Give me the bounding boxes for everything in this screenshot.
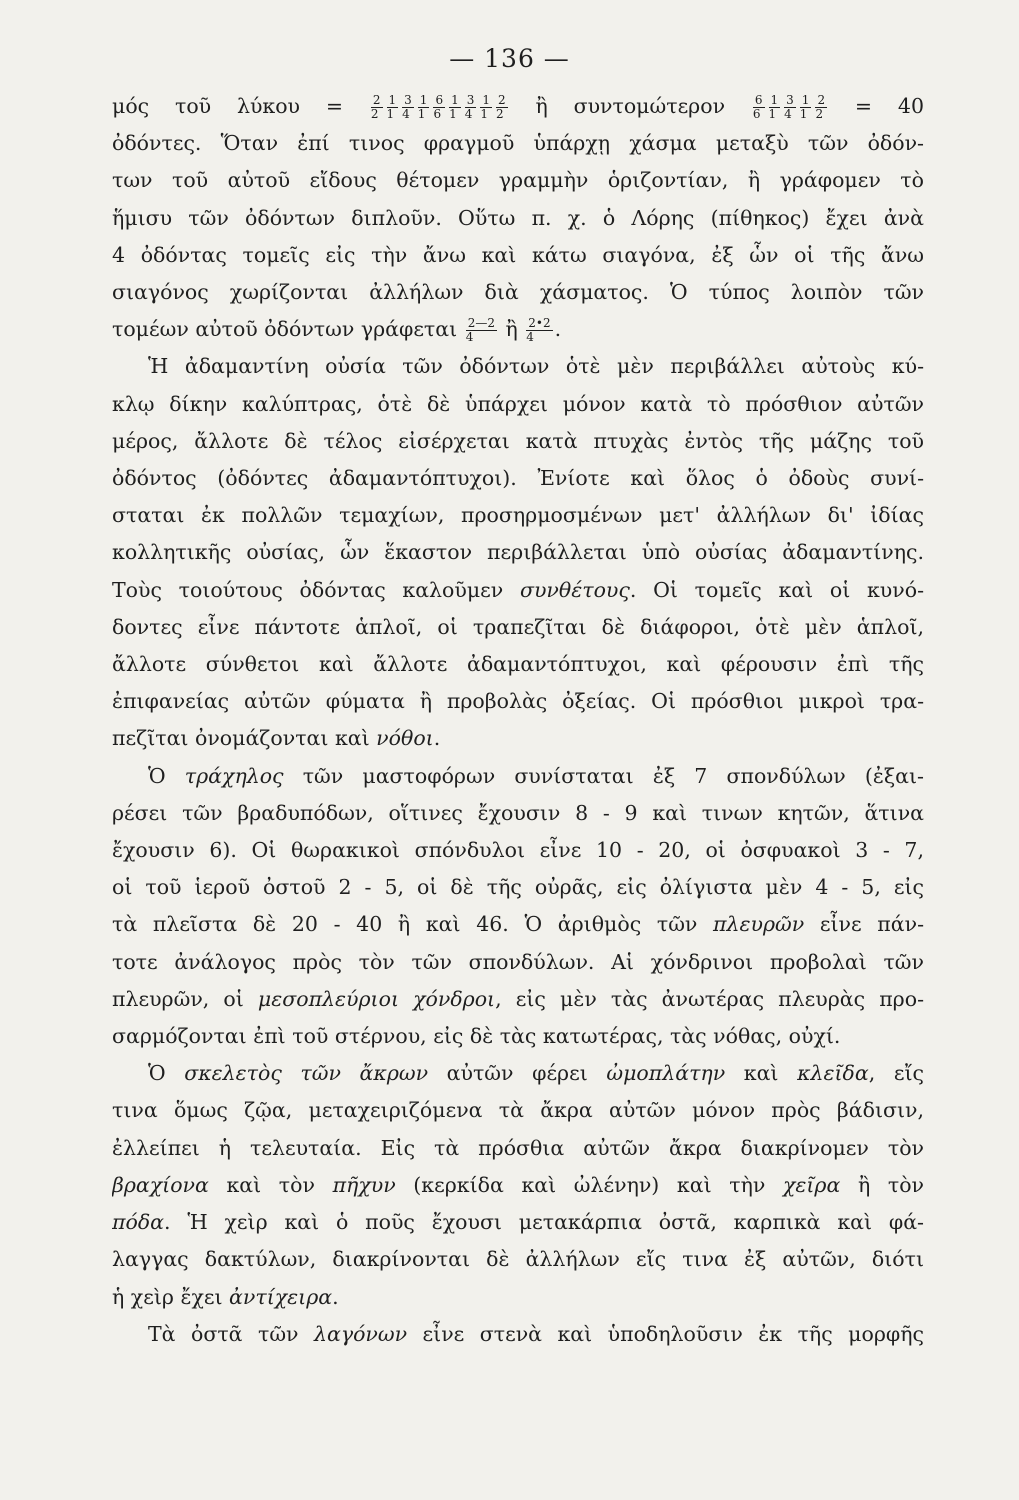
text-span: ἡ χεὶρ ἔχει: [112, 1284, 230, 1309]
fraction-numerator: 2: [372, 93, 381, 107]
fraction-numerator: 1: [482, 93, 490, 107]
fraction-numerator: 3: [786, 93, 794, 107]
text-span: .: [332, 1284, 339, 1309]
text-line: σταται ἐκ πολλῶν τεμαχίων, προσηρμοσμένων μετ' ἀλλήλων δι' ἰδίας: [112, 503, 924, 528]
text-line: [112, 981, 924, 1018]
text-span: τῶν μαστοφόρων συνίσταται ἐξ 7 σπονδύλων (ἐξαι-: [283, 763, 924, 788]
fraction-denominator: 1: [768, 107, 777, 121]
text-line: λαγγας δακτύλων, διακρίνονται δὲ ἀλλήλων εἴς τινα ἐξ αὐτῶν, διότι: [112, 1247, 924, 1272]
text-line: ὀδόντες. Ὅταν ἐπί τινος φραγμοῦ ὑπάρχῃ χάσμα μεταξὺ τῶν ὀδόν-: [112, 131, 924, 156]
fraction: [526, 317, 552, 344]
text-span: εἶνε στενὰ καὶ ὑποδηλοῦσιν ἐκ τῆς μορφῆς: [407, 1321, 924, 1346]
fraction: [496, 94, 508, 121]
text-span: εἶνε πάν-: [804, 912, 924, 937]
text-line: 4 ὀδόντας τομεῖς εἰς τὴν ἄνω καὶ κάτω σιαγόνα, ἐξ ὧν οἱ τῆς ἄνω: [112, 242, 924, 267]
text-span: (κερκίδα καὶ ὠλένην) καὶ τὴν: [395, 1172, 783, 1197]
fraction-denominator: 4: [465, 330, 474, 345]
fraction-denominator: 6: [752, 107, 761, 121]
fraction: [418, 94, 430, 121]
fraction-numerator: 1: [770, 93, 779, 107]
text-line: οἱ τοῦ ἱεροῦ ὀστοῦ 2 - 5, οἱ δὲ τῆς οὐρᾶς, εἰς ὀλίγιστα μὲν 4 - 5, εἰς: [112, 875, 924, 900]
fraction-numerator: 6: [435, 93, 444, 107]
fraction-numerator: 1: [451, 93, 459, 107]
fraction-numerator: 1: [419, 93, 428, 107]
text-span: τομέων αὐτοῦ ὀδόντων γράφεται: [112, 317, 464, 342]
text-line: μέρος, ἄλλοτε δὲ τέλος εἰσέρχεται κατὰ πτυχὰς ἐντὸς τῆς μάζης τοῦ: [112, 428, 924, 453]
italic-term: λαγόνων: [313, 1321, 408, 1346]
text-line: [112, 906, 924, 943]
text-line: [112, 1167, 924, 1204]
italic-term: μεσοπλεύριοι χόνδροι: [257, 986, 496, 1011]
fraction-numerator: 2: [817, 93, 826, 107]
text-line: [112, 720, 924, 757]
short-formula: [751, 93, 829, 121]
page-number: — 136 —: [449, 44, 570, 73]
fraction: [371, 94, 383, 121]
text-span: .: [433, 726, 441, 751]
fraction-denominator: 2: [370, 107, 379, 121]
text-span: καὶ τὸν: [208, 1172, 333, 1197]
text-span: πεζῖται ὀνομάζονται καὶ: [112, 726, 377, 751]
fraction-denominator: 1: [417, 107, 426, 121]
text-span: αὐτῶν φέρει: [428, 1061, 607, 1086]
text-line: [112, 1055, 924, 1092]
fraction: [466, 317, 497, 344]
text-span: τὰ πλεῖστα δὲ 20 - 40 ἢ καὶ 46. Ὁ ἀριθμὸς τῶν: [112, 912, 714, 937]
text-body: [112, 88, 924, 1353]
fraction-denominator: 2: [496, 107, 504, 121]
text-line: [112, 311, 924, 348]
fraction-numerator: 2—2: [467, 316, 495, 331]
text-line: ἐπιφανείας αὐτῶν φύματα ἢ προβολὰς ὀξείας. Οἱ πρόσθιοι μικροὶ τρα-: [112, 689, 924, 714]
italic-term: ἀντίχειρα: [229, 1284, 333, 1309]
italic-term: σκελετὸς τῶν ἄκρων: [184, 1061, 429, 1086]
fraction: [800, 94, 812, 121]
text-span: ἢ: [498, 317, 525, 342]
text-span: πλευρῶν, οἱ: [112, 986, 258, 1011]
fraction: [769, 94, 781, 121]
text-line: κολλητικῆς οὐσίας, ὧν ἕκαστον περιβάλλεται ὑπὸ οὐσίας ἀδαμαντίνης.: [112, 540, 924, 565]
text-line: [112, 1316, 924, 1353]
text-span: . Οἱ τομεῖς καὶ οἱ κυνό-: [629, 577, 924, 602]
dental-formula: [369, 93, 510, 121]
italic-term: βραχίονα: [112, 1172, 209, 1197]
fraction: [433, 94, 445, 121]
fraction: [465, 94, 477, 121]
italic-term: κλεῖδα: [797, 1061, 869, 1086]
text-span: . Ἡ χεὶρ καὶ ὁ ποῦς ἔχουσι μετακάρπια ὀστᾶ, καρπικὰ καὶ φά-: [164, 1210, 924, 1235]
text-span: Τοὺς τοιούτους ὀδόντας καλοῦμεν: [112, 577, 520, 602]
fraction-numerator: 3: [466, 93, 475, 107]
text-span: ἢ τὸν: [840, 1172, 924, 1197]
fraction-denominator: 1: [449, 107, 457, 121]
fraction-denominator: 6: [433, 107, 442, 121]
formula-prefix: μός τοῦ λύκου =: [112, 94, 369, 118]
italic-term: χεῖρα: [782, 1172, 841, 1197]
text-line: ἐλλείπει ἡ τελευταία. Εἰς τὰ πρόσθια αὐτῶν ἄκρα διακρίνομεν τὸν: [112, 1135, 924, 1160]
italic-term: τράχηλος: [184, 763, 284, 788]
text-line: των τοῦ αὐτοῦ εἴδους θέτομεν γραμμὴν ὁριζοντίαν, ἢ γράφομεν τὸ: [112, 168, 924, 193]
text-span: Τὰ ὀστᾶ τῶν: [148, 1321, 314, 1346]
fraction-denominator: 2: [815, 107, 824, 121]
fraction: [449, 94, 461, 121]
fraction-numerator: 1: [388, 93, 397, 107]
text-line: ἥμισυ τῶν ὀδόντων διπλοῦν. Οὕτω π. χ. ὁ Λόρης (πίθηκος) ἔχει ἀνὰ: [112, 205, 924, 230]
text-line: σιαγόνος χωρίζονται ἀλλήλων διὰ χάσματος. Ὁ τύπος λοιπὸν τῶν: [112, 280, 924, 305]
fraction-numerator: 3: [404, 93, 412, 107]
fraction-numerator: 1: [801, 93, 810, 107]
text-span: Ὁ: [148, 763, 185, 788]
italic-term: νόθοι: [376, 726, 434, 751]
fraction-denominator: 4: [464, 107, 473, 121]
text-line: ἔχουσιν 6). Οἱ θωρακικοὶ σπόνδυλοι εἶνε 10 - 20, οἱ ὀσφυακοὶ 3 - 7,: [112, 838, 924, 863]
fraction-denominator: 4: [784, 107, 792, 121]
text-span: , εἰς μὲν τὰς ἀνωτέρας πλευρὰς προ-: [495, 986, 924, 1011]
fraction: [402, 94, 414, 121]
fraction-denominator: 4: [526, 330, 534, 345]
text-line: τοτε ἀνάλογος πρὸς τὸν τῶν σπονδύλων. Αἱ χόνδρινοι προβολαὶ τῶν: [112, 949, 924, 974]
fraction: [753, 94, 765, 121]
text-span: .: [554, 317, 562, 342]
fraction-numerator: 2•2: [528, 316, 551, 331]
fraction-denominator: 1: [799, 107, 808, 121]
text-line: Ἡ ἀδαμαντίνη οὐσία τῶν ὀδόντων ὁτὲ μὲν περιβάλλει αὐτοὺς κύ-: [148, 354, 924, 379]
formula-suffix: = 40: [829, 94, 924, 118]
text-span: , εἴς: [868, 1061, 924, 1086]
fraction: [387, 94, 399, 121]
fraction: [815, 94, 827, 121]
text-line: [112, 1204, 924, 1241]
text-line: [112, 572, 924, 609]
fraction: [480, 94, 492, 121]
text-line: [112, 758, 924, 795]
fraction-numerator: 6: [754, 93, 763, 107]
fraction: [784, 94, 796, 121]
italic-term: ὠμοπλάτην: [606, 1061, 726, 1086]
italic-term: πόδα: [112, 1210, 165, 1235]
italic-term: συνθέτους: [519, 577, 630, 602]
text-line: ὀδόντος (ὀδόντες ἀδαμαντόπτυχοι). Ἐνίοτε καὶ ὅλος ὁ ὀδοὺς συνί-: [112, 466, 924, 491]
italic-term: πλευρῶν: [713, 912, 805, 937]
text-line: δοντες εἶνε πάντοτε ἁπλοῖ, οἱ τραπεζῖται δὲ διάφοροι, ὁτὲ μὲν ἁπλοῖ,: [112, 614, 924, 639]
text-span: Ὁ: [148, 1061, 185, 1086]
text-line: ρέσει τῶν βραδυπόδων, οἵτινες ἔχουσιν 8 - 9 καὶ τινων κητῶν, ἅτινα: [112, 800, 924, 825]
text-line: τινα ὅμως ζῷα, μεταχειριζόμενα τὰ ἄκρα αὐτῶν μόνον πρὸς βάδισιν,: [112, 1098, 924, 1123]
fraction-denominator: 4: [402, 107, 410, 121]
text-line: σαρμόζονται ἐπὶ τοῦ στέρνου, εἰς δὲ τὰς κατωτέρας, τὰς νόθας, οὐχί.: [112, 1024, 841, 1049]
fraction-numerator: 2: [498, 93, 506, 107]
text-line: κλῳ δίκην καλύπτρας, ὁτὲ δὲ ὑπάρχει μόνον κατὰ τὸ πρόσθιον αὐτῶν: [112, 391, 924, 416]
text-line: ἄλλοτε σύνθετοι καὶ ἄλλοτε ἀδαμαντόπτυχοι, καὶ φέρουσιν ἐπὶ τῆς: [112, 652, 924, 677]
formula-line: [112, 88, 924, 125]
italic-term: πῆχυν: [332, 1172, 396, 1197]
formula-middle: ἢ συντομώτερον: [509, 94, 751, 118]
text-span: καὶ: [725, 1061, 798, 1086]
fraction-denominator: 1: [480, 107, 488, 121]
fraction-denominator: 1: [386, 107, 395, 121]
text-line: [112, 1279, 924, 1316]
